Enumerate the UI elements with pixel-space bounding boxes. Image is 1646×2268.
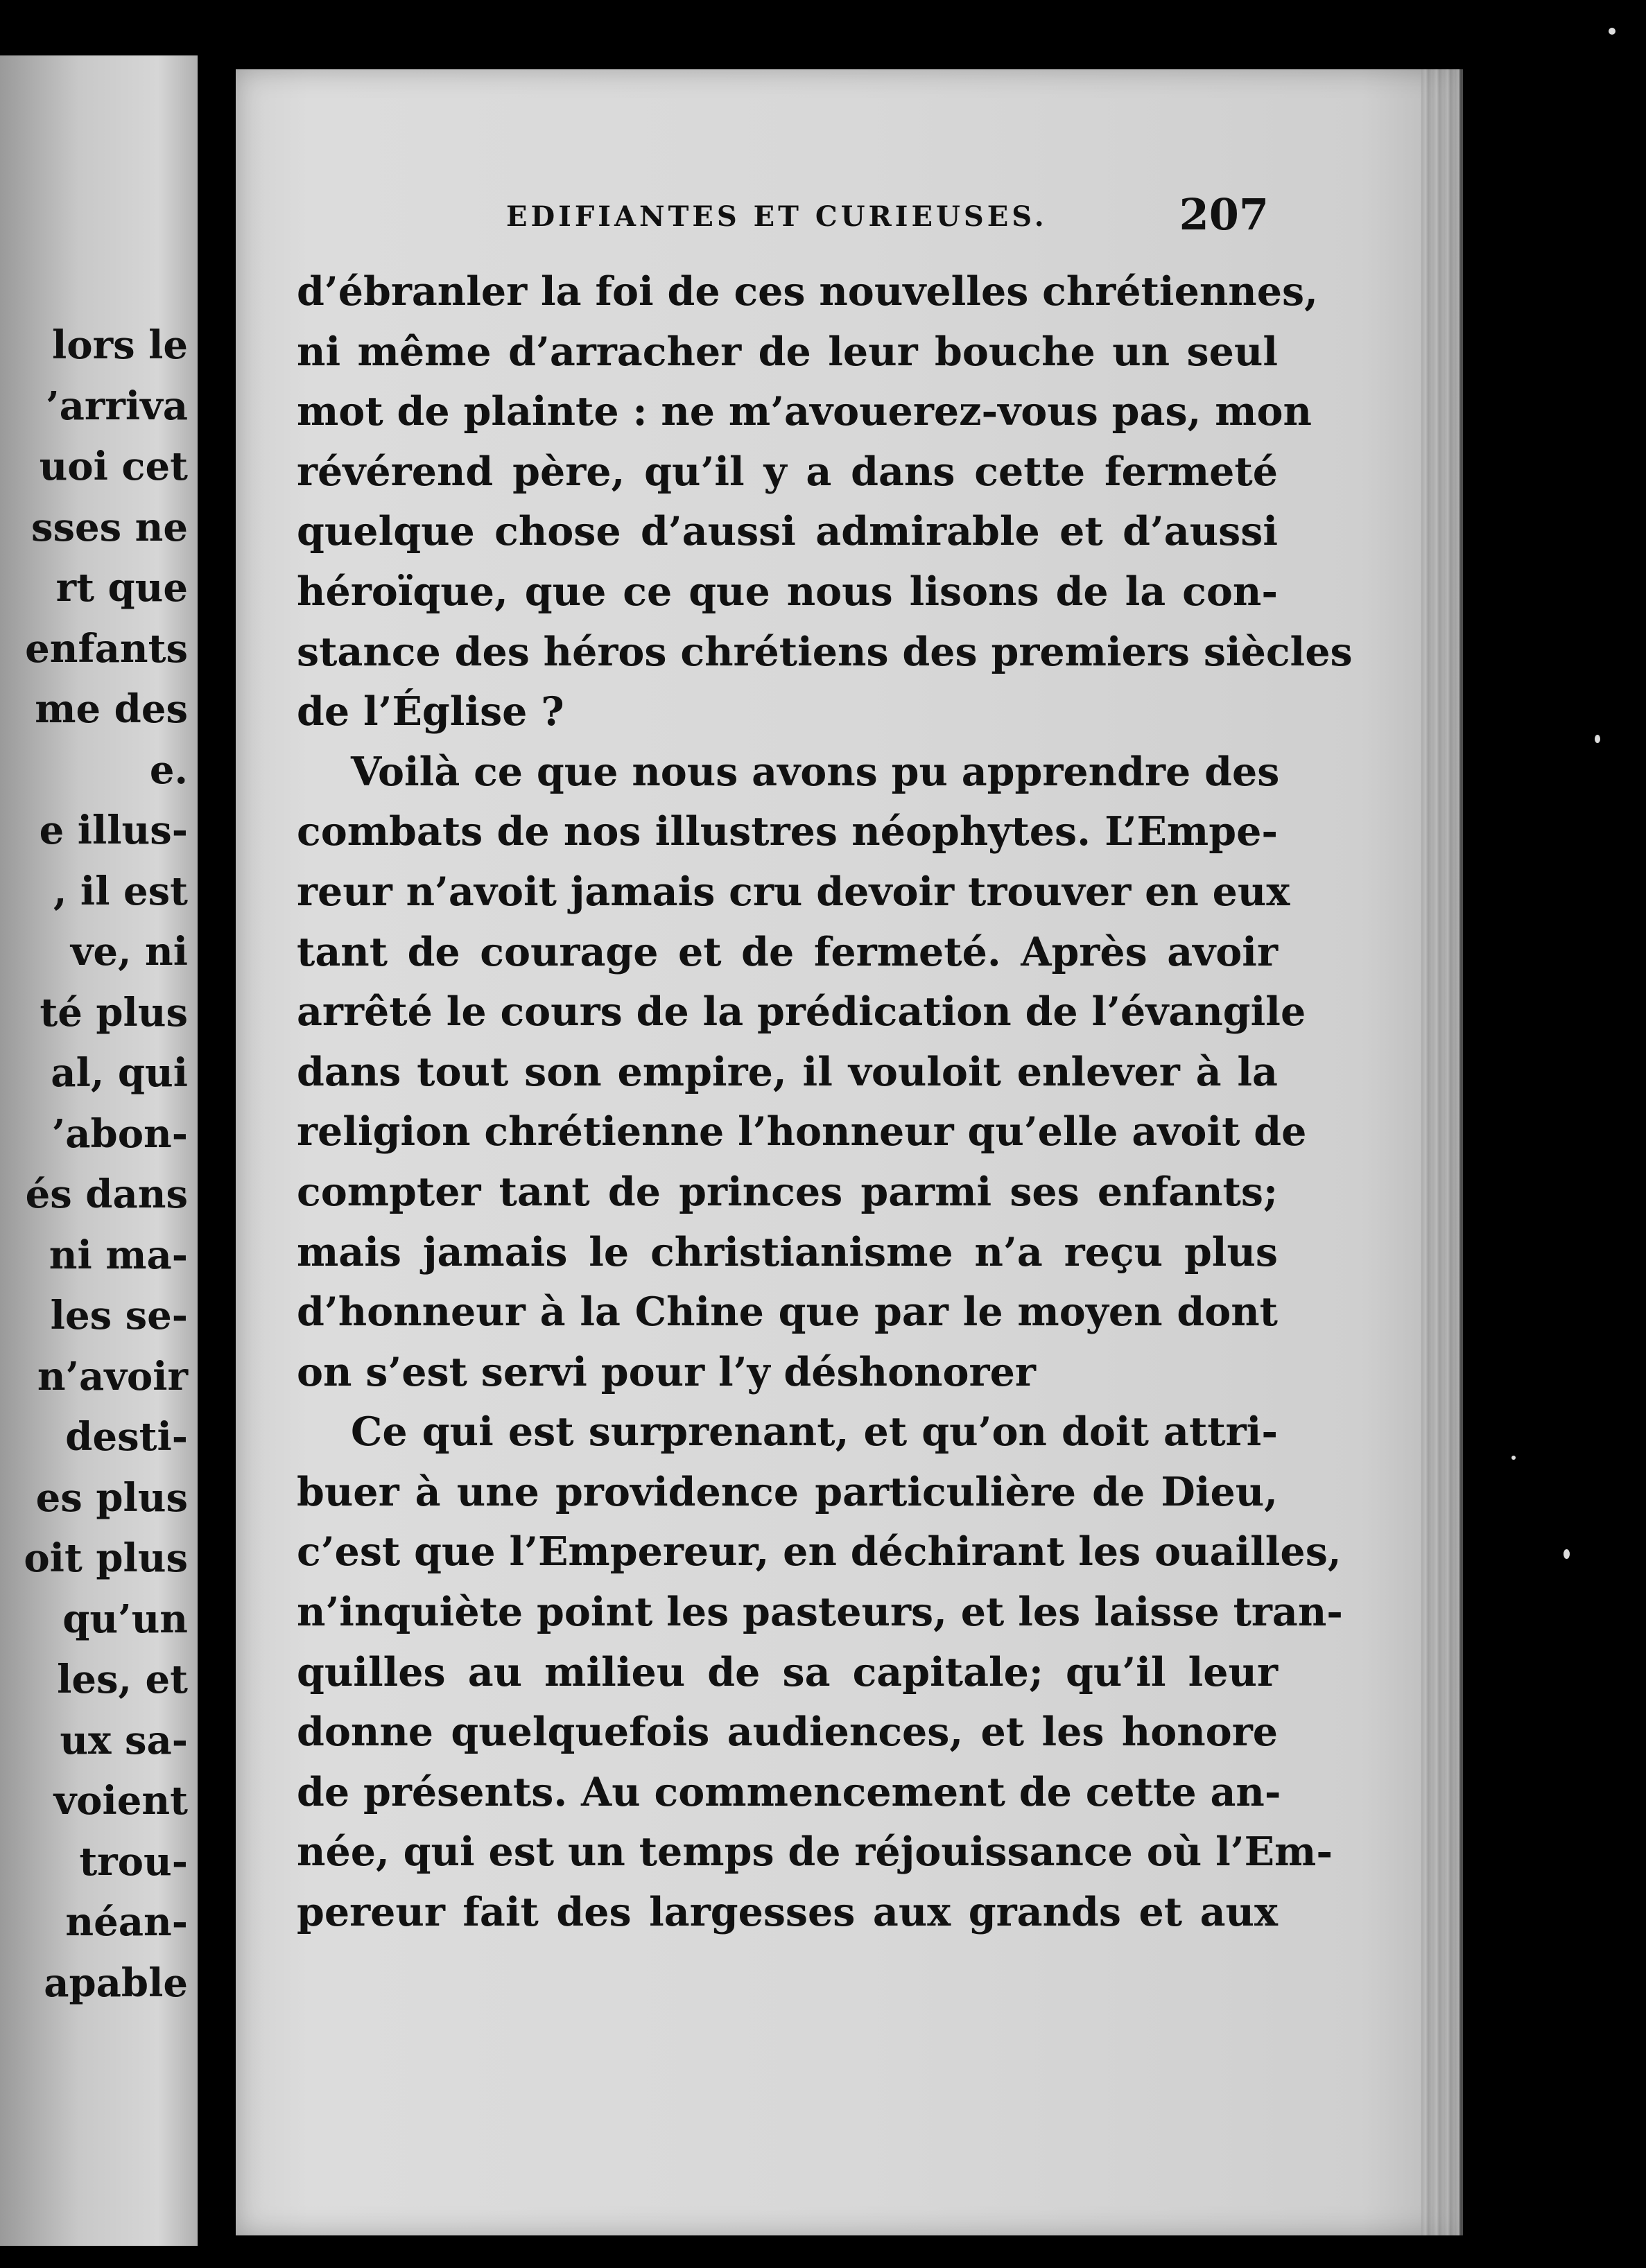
facing-page-line: té plus [40, 989, 188, 1036]
text-line: buer à une providence particulière de Dieu, [297, 1468, 1278, 1515]
text-line: révérend père, qu’il y a dans cette fermeté [297, 448, 1278, 495]
text-line: reur n’avoit jamais cru devoir trouver en eux [297, 868, 1290, 915]
text-line: quilles au milieu de sa capitale; qu’il leur [297, 1648, 1278, 1695]
facing-page-line: e. [149, 747, 188, 793]
text-line: compter tant de princes parmi ses enfants; [297, 1168, 1278, 1215]
facing-page-line: lors le [51, 322, 188, 368]
text-line: Voilà ce que nous avons pu apprendre des [351, 748, 1280, 795]
body-text [297, 262, 1353, 1943]
text-line: d’honneur à la Chine que par le moyen dont [297, 1289, 1278, 1336]
facing-page-line: les, et [57, 1657, 188, 1702]
text-line: de présents. Au commencement de cette an- [297, 1768, 1281, 1815]
facing-page-line: oit plus [24, 1535, 188, 1581]
facing-page-line: ni ma- [49, 1232, 188, 1278]
text-line: n’inquiète point les pasteurs, et les laisse tran- [297, 1589, 1343, 1636]
text-line: stance des héros chrétiens des premiers siècles [297, 628, 1353, 675]
scan-speck [1563, 1549, 1570, 1559]
facing-page-line: rt que [55, 565, 188, 611]
facing-page-line: desti- [65, 1414, 188, 1460]
facing-page-line: uoi cet [39, 444, 188, 489]
page-edges [1421, 69, 1463, 2235]
facing-page-line: ’abon- [51, 1110, 188, 1157]
facing-page-line: voient [53, 1778, 188, 1824]
text-line: combats de nos illustres néophytes. L’Empe- [297, 808, 1278, 855]
scan-speck [1609, 28, 1615, 35]
text-line: née, qui est un temps de réjouissance où l’Em- [297, 1829, 1333, 1876]
text-line: c’est que l’Empereur, en déchirant les ouailles, [297, 1528, 1342, 1576]
scan-speck [1595, 735, 1600, 743]
book-gutter [198, 0, 236, 2268]
facing-page-line: al, qui [51, 1050, 188, 1096]
text-line: on s’est servi pour l’y déshonorer [297, 1348, 1036, 1395]
text-line: mot de plainte : ne m’avouerez-vous pas, mon [297, 388, 1312, 435]
running-title: EDIFIANTES ET CURIEUSES. [506, 200, 1048, 233]
page-header [260, 189, 1269, 246]
facing-page-left [0, 55, 198, 2246]
text-line: héroïque, que ce que nous lisons de la con- [297, 568, 1278, 615]
facing-page-line: és dans [25, 1171, 188, 1217]
text-line: dans tout son empire, il vouloit enlever à la [297, 1048, 1278, 1095]
facing-page-line: enfants [25, 625, 188, 672]
facing-page-line: me des [35, 686, 188, 732]
facing-page-line: ve, ni [70, 929, 188, 975]
text-line: pereur fait des largesses aux grands et aux [297, 1889, 1278, 1936]
facing-page-line: es plus [35, 1474, 188, 1521]
page-number: 207 [1179, 189, 1269, 240]
text-line: de l’Église ? [297, 688, 564, 735]
facing-page-line: ’arriva [46, 383, 188, 429]
text-line: arrêté le cours de la prédication de l’évangile [297, 988, 1306, 1036]
facing-page-line: n’avoir [37, 1353, 188, 1399]
facing-page-line: apable [44, 1960, 188, 2006]
facing-page-line: ux sa- [60, 1717, 188, 1763]
facing-page-line: e illus- [39, 808, 188, 853]
text-line: mais jamais le christianisme n’a reçu plus [297, 1228, 1278, 1275]
facing-page-line: les se- [50, 1293, 188, 1338]
text-line: ni même d’arracher de leur bouche un seul [297, 328, 1278, 375]
text-line: d’ébranler la foi de ces nouvelles chrétiennes, [297, 268, 1318, 315]
facing-page-line: qu’un [62, 1596, 188, 1642]
facing-page-line: néan- [65, 1899, 188, 1945]
facing-page-text [24, 315, 188, 2014]
text-line: Ce qui est surprenant, et qu’on doit attri- [351, 1408, 1278, 1456]
scan-speck [1511, 1456, 1516, 1460]
facing-page-line: trou- [79, 1838, 188, 1885]
text-line: religion chrétienne l’honneur qu’elle avoit de [297, 1108, 1307, 1155]
facing-page-line: , il est [53, 868, 188, 914]
text-line: tant de courage et de fermeté. Après avoir [297, 928, 1278, 975]
text-line: donne quelquefois audiences, et les honore [297, 1709, 1278, 1756]
facing-page-line: sses ne [31, 504, 188, 550]
text-line: quelque chose d’aussi admirable et d’aussi [297, 508, 1278, 555]
